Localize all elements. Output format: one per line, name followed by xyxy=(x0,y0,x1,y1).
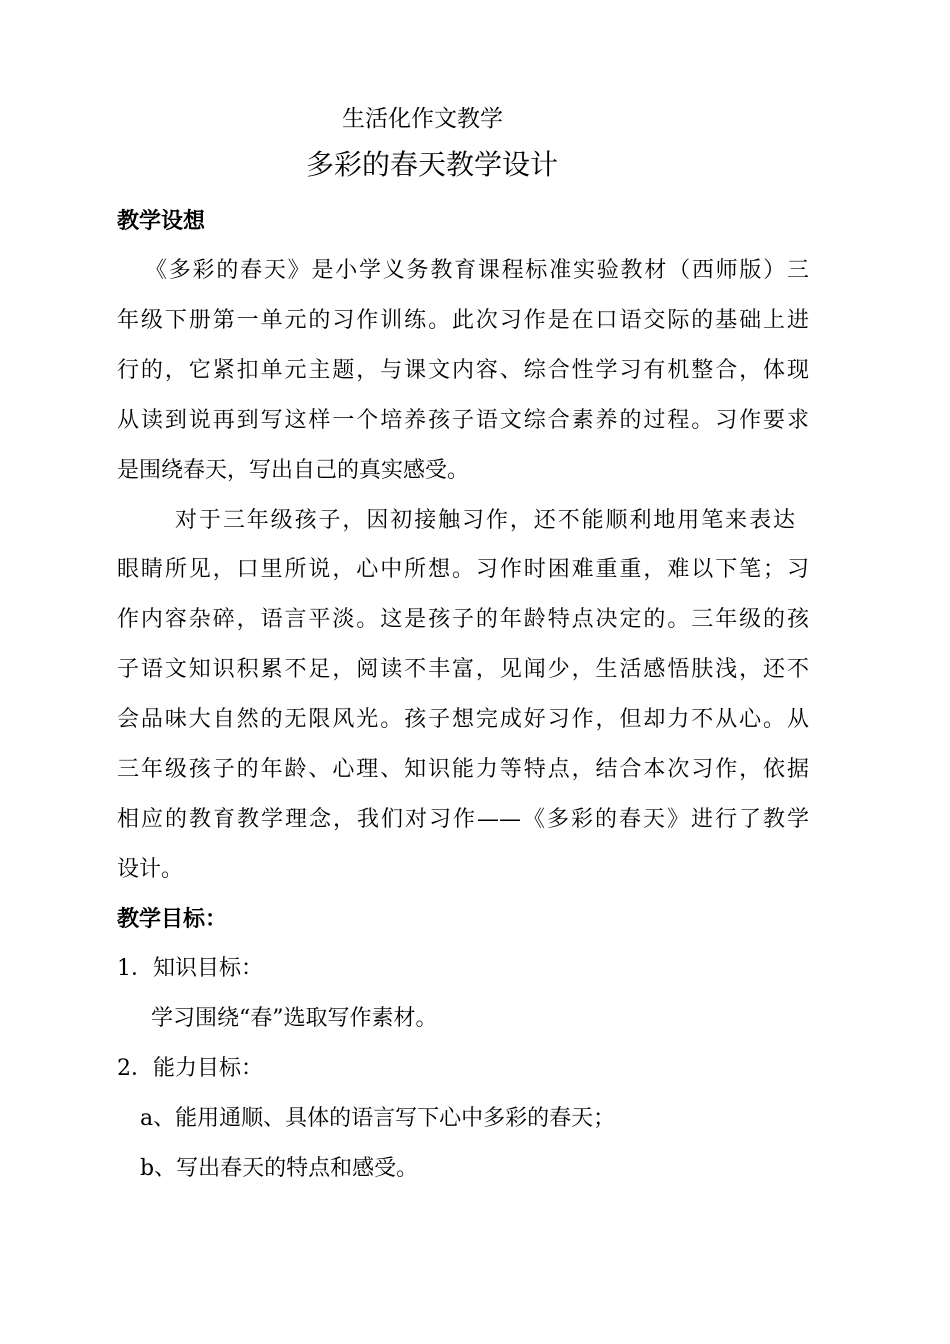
paragraph-line: 是围绕春天，写出自己的真实感受。 xyxy=(117,458,470,483)
paragraph-line: 从读到说再到写这样一个培养孩子语文综合素养的过程。习作要求 xyxy=(117,408,809,433)
paragraph-line: 会品味大自然的无限风光。孩子想完成好习作，但却力不从心。从 xyxy=(117,707,809,732)
goal-subitem: a、能用通顺、具体的语言写下心中多彩的春天； xyxy=(140,1106,616,1131)
goal-item-text: 学习围绕“春”选取写作素材。 xyxy=(151,1006,438,1031)
paragraph-line: 三年级孩子的年龄、心理、知识能力等特点，结合本次习作，依据 xyxy=(117,757,809,782)
document-subtitle: 生活化作文教学 xyxy=(342,106,503,132)
goal-item-label: 1．知识目标： xyxy=(117,956,263,981)
paragraph-line: 相应的教育教学理念，我们对习作——《多彩的春天》进行了教学 xyxy=(117,807,809,832)
paragraph-line: 行的，它紧扣单元主题，与课文内容、综合性学习有机整合，体现 xyxy=(117,358,809,383)
paragraph-line: 对于三年级孩子，因初接触习作，还不能顺利地用笔来表达 xyxy=(175,508,795,533)
paragraph-line: 《多彩的春天》是小学义务教育课程标准实验教材（西师版）三 xyxy=(145,258,809,283)
paragraph-line: 设计。 xyxy=(117,857,184,882)
paragraph-line: 眼睛所见，口里所说，心中所想。习作时困难重重，难以下笔；习 xyxy=(117,557,809,582)
paragraph-line: 年级下册第一单元的习作训练。此次习作是在口语交际的基础上进 xyxy=(117,308,809,333)
goal-subitem: b、写出春天的特点和感受。 xyxy=(140,1156,419,1181)
goal-item-label: 2．能力目标： xyxy=(117,1056,263,1081)
document-title: 多彩的春天教学设计 xyxy=(306,148,559,181)
section-heading-teaching-concept: 教学设想 xyxy=(117,208,206,234)
section-heading-teaching-goals: 教学目标： xyxy=(117,906,228,932)
paragraph-line: 子语文知识积累不足，阅读不丰富，见闻少，生活感悟肤浅，还不 xyxy=(117,657,809,682)
paragraph-line: 作内容杂碎，语言平淡。这是孩子的年龄特点决定的。三年级的孩 xyxy=(117,607,809,632)
